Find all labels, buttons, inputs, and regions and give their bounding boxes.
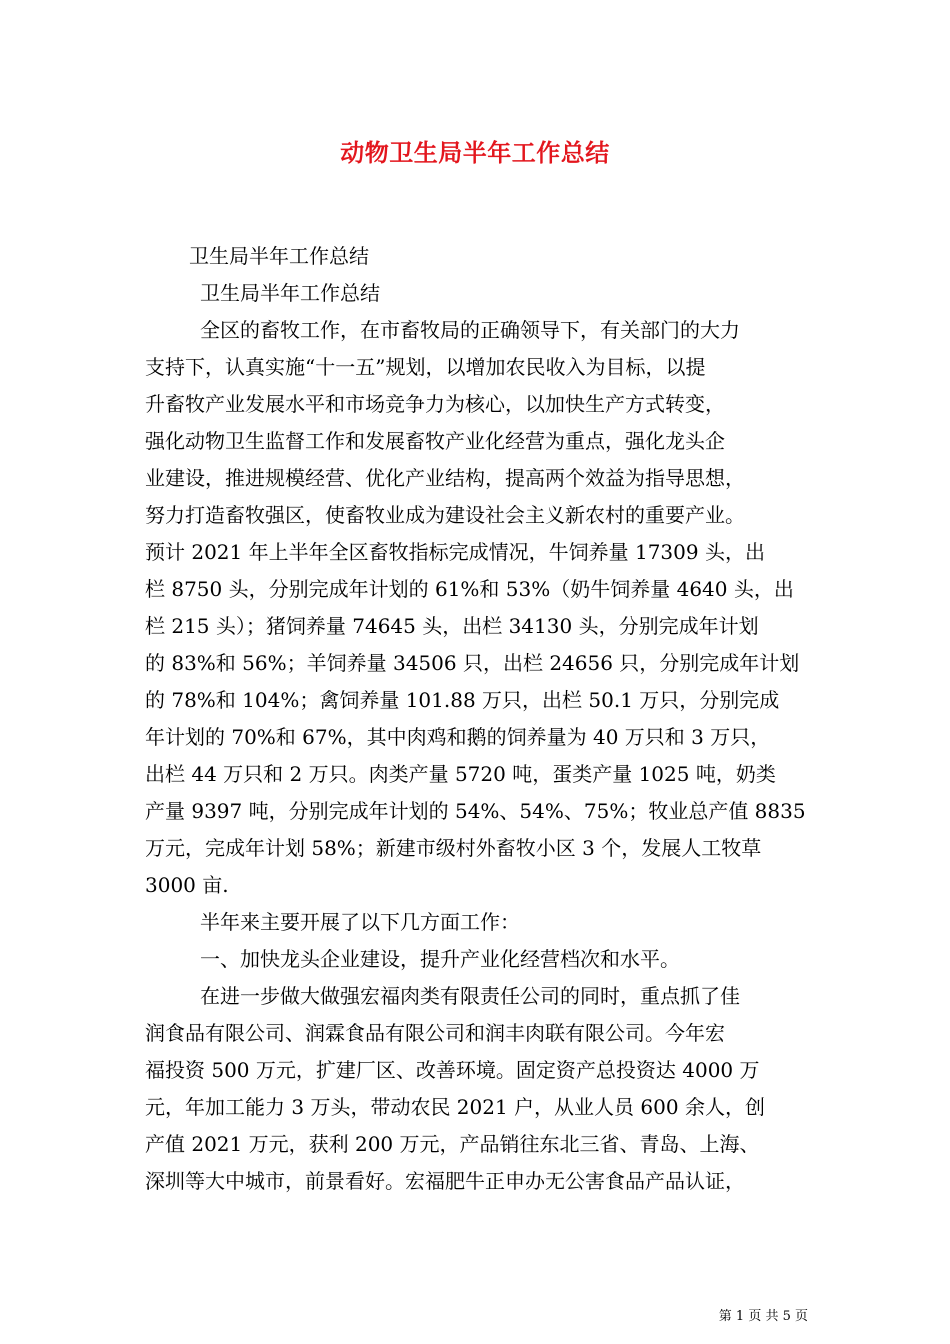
text-line: 深圳等大中城市，前景看好。宏福肥牛正申办无公害食品产品认证， — [145, 1169, 745, 1193]
text-line: 产量 9397 吨，分别完成年计划的 54%、54%、75%；牧业总产值 8835 — [145, 799, 806, 823]
text-line: 3000 亩. — [145, 873, 229, 897]
text-line: 在进一步做大做强宏福肉类有限责任公司的同时，重点抓了佳 — [200, 984, 740, 1008]
text-line: 全区的畜牧工作，在市畜牧局的正确领导下，有关部门的大力 — [200, 318, 740, 342]
text-line: 的 83%和 56%；羊饲养量 34506 只，出栏 24656 只，分别完成年计划 — [145, 651, 800, 675]
text-line: 一、加快龙头企业建设，提升产业化经营档次和水平。 — [200, 947, 680, 971]
sub-heading-2: 卫生局半年工作总结 — [200, 281, 380, 305]
page-number-footer: 第 1 页 共 5 页 — [718, 1309, 808, 1324]
text-line: 努力打造畜牧强区，使畜牧业成为建设社会主义新农村的重要产业。 — [145, 503, 745, 527]
text-line: 栏 8750 头，分别完成年计划的 61%和 53%（奶牛饲养量 4640 头，出 — [145, 577, 794, 601]
text-line: 元，年加工能力 3 万头，带动农民 2021 户，从业人员 600 余人，创 — [145, 1095, 765, 1119]
text-line: 支持下，认真实施“十一五”规划，以增加农民收入为目标，以提 — [145, 355, 706, 379]
text-line: 润食品有限公司、润霖食品有限公司和润丰肉联有限公司。今年宏 — [145, 1021, 725, 1045]
page-title: 动物卫生局半年工作总结 — [340, 139, 610, 167]
text-line: 福投资 500 万元，扩建厂区、改善环境。固定资产总投资达 4000 万 — [145, 1058, 760, 1082]
text-line: 的 78%和 104%；禽饲养量 101.88 万只，出栏 50.1 万只，分别完成 — [145, 688, 780, 712]
text-line: 业建设，推进规模经营、优化产业结构，提高两个效益为指导思想， — [145, 466, 745, 490]
text-line: 半年来主要开展了以下几方面工作： — [200, 910, 520, 934]
sub-heading-1: 卫生局半年工作总结 — [189, 244, 369, 268]
text-line: 年计划的 70%和 67%，其中肉鸡和鹅的饲养量为 40 万只和 3 万只， — [145, 725, 771, 749]
text-line: 升畜牧产业发展水平和市场竞争力为核心，以加快生产方式转变， — [145, 392, 725, 416]
text-line: 出栏 44 万只和 2 万只。肉类产量 5720 吨，蛋类产量 1025 吨，奶类 — [145, 762, 776, 786]
text-line: 栏 215 头）；猪饲养量 74645 头，出栏 34130 头，分别完成年计划 — [145, 614, 759, 638]
text-line: 万元，完成年计划 58%；新建市级村外畜牧小区 3 个，发展人工牧草 — [145, 836, 762, 860]
text-line: 强化动物卫生监督工作和发展畜牧产业化经营为重点，强化龙头企 — [145, 429, 725, 453]
text-line: 产值 2021 万元，获利 200 万元，产品销往东北三省、青岛、上海、 — [145, 1132, 760, 1156]
text-line: 预计 2021 年上半年全区畜牧指标完成情况，牛饲养量 17309 头，出 — [145, 540, 765, 564]
